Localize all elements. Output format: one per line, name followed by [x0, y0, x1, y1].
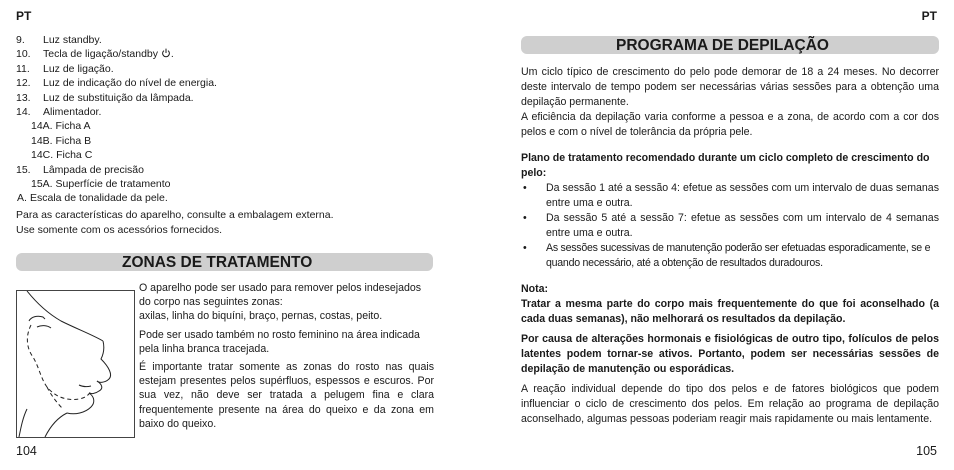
section-title: PROGRAMA DE DEPILAÇÃO	[616, 37, 829, 54]
list-item: • As sessões sucessivas de manutenção poderão ser efetuadas esporadicamente, se e quando necessário, até a obtenção de resultados duradouros.	[523, 242, 931, 269]
paragraph: Pode ser usado também no rosto feminino na área indicada pela linha branca tracejada.	[139, 328, 420, 355]
notes	[16, 208, 334, 238]
program-text	[521, 65, 939, 427]
list-item: A. Escala de tonalidade da pele.	[17, 192, 168, 205]
paragraph: A eficiência da depilação varia conforme a pessoa e a zona, de acordo com a cor dos pelos e com o nível de tolerância da própria pele.	[521, 111, 939, 138]
list-item: 11. Luz de ligação.	[16, 62, 114, 75]
hormonal-text: Por causa de alterações hormonais e fisiológicas de outro tipo, folículos de pelos latentes podem tornar-se ativos. Portanto, podem ser necessárias sessões de depilação de manutenção ou esporádicas.	[521, 333, 939, 375]
section-header-zonas	[16, 253, 433, 271]
note-line: Use somente com os acessórios fornecidos.	[16, 224, 223, 236]
list-item: 15A. Superfície de tratamento	[31, 178, 171, 191]
paragraph: O aparelho pode ser usado para remover pelos indesejados do corpo nas seguintes zonas: axilas, linha do biquíni, braço, pernas, costas, peito.	[139, 282, 422, 323]
list-item: 9. Luz standby.	[16, 34, 102, 46]
face-profile-icon	[17, 291, 134, 437]
closing-text: A reação individual depende do tipo dos pelos e de fatores biológicos que podem influenciar o ciclo de crescimento dos pelos. Em relação ao programa de depilação aconselhado, algumas pessoas poderiam reagir mais rapidamente ou mais lentamente.	[521, 383, 939, 425]
list-item: 14C. Ficha C	[31, 149, 93, 162]
page-number: 104	[16, 444, 37, 458]
list-item: • Da sessão 1 até a sessão 4: efetue as sessões com um intervalo de duas semanas entre uma e outra.	[523, 182, 939, 209]
component-list	[16, 33, 456, 206]
face-illustration	[16, 290, 135, 438]
language-label: PT	[921, 9, 937, 23]
list-item: 15. Lâmpada de precisão	[16, 163, 144, 176]
list-item: 14A. Ficha A	[31, 120, 91, 133]
page-number: 105	[916, 444, 937, 458]
note-text: Tratar a mesma parte do corpo mais frequentemente do que foi aconselhado (a cada duas semanas), não melhorará os resultados da depilação.	[521, 298, 939, 325]
list-item: 14. Alimentador.	[16, 106, 102, 119]
list-item: 13. Luz de substituição da lâmpada.	[16, 91, 194, 104]
list-item: • Da sessão 5 até a sessão 7: efetue as sessões com um intervalo de 4 semanas entre uma e outra.	[523, 212, 939, 239]
list-item: 14B. Ficha B	[31, 134, 92, 147]
note-label: Nota:	[521, 283, 549, 295]
language-label: PT	[16, 9, 32, 23]
list-item: 12. Luz de indicação do nível de energia.	[16, 77, 217, 90]
section-title: ZONAS DE TRATAMENTO	[122, 254, 313, 271]
paragraph: Um ciclo típico de crescimento do pelo pode demorar de 18 a 24 meses. No decorrer deste intervalo de tempo podem ser necessárias várias sessões para a obtenção uma depilação permanente.	[521, 66, 939, 108]
paragraph: É importante tratar somente as zonas do rosto nas quais estejam presentes pelos supérfluos, espessos e escuros. Por sua vez, não deve ser tratada a pelugem fina e clara frequentemente presente na área do queixo e da zona em baixo do queixo.	[139, 361, 434, 430]
section-header-programa	[521, 36, 939, 54]
list-item: 10. Tecla de ligação/standby .	[16, 48, 174, 61]
note-line: Para as características do aparelho, consulte a embalagem externa.	[16, 209, 334, 221]
zone-description	[139, 281, 434, 435]
power-icon	[161, 48, 171, 58]
plan-heading: Plano de tratamento recomendado durante um ciclo completo de crescimento do pelo:	[521, 152, 930, 179]
right-page	[477, 0, 954, 470]
